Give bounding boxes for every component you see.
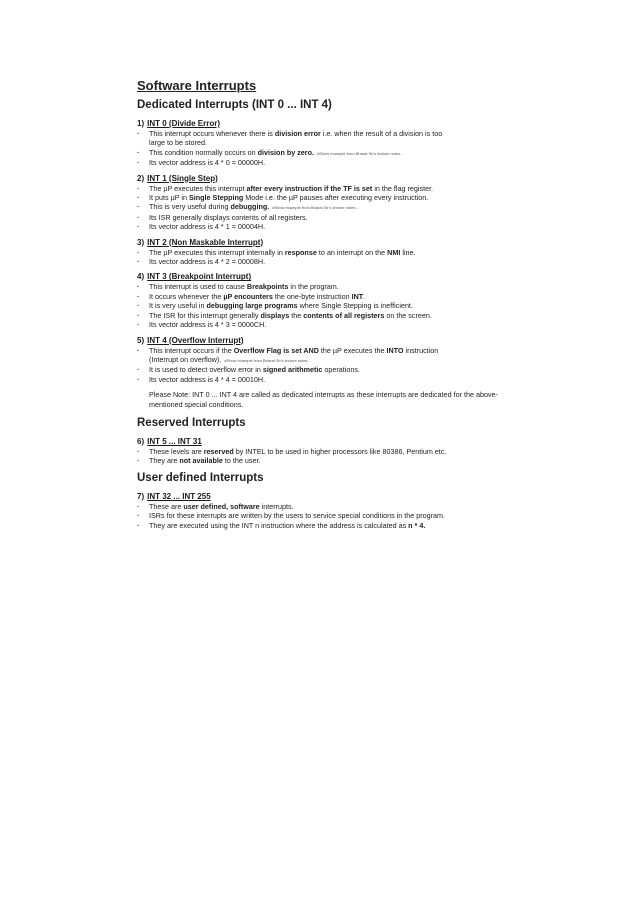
dedicated-heading: Dedicated Interrupts (INT 0 ... INT 4)	[137, 99, 332, 111]
item-name: INT 4 (Overflow Interrupt)	[147, 335, 244, 345]
bullet-continuation: large to be stored.	[149, 138, 207, 148]
bullet: · This condition normally occurs on division by zero. #Show example from Bharat Sir's lecture notes...	[137, 148, 507, 158]
item-number: 5)	[137, 335, 145, 345]
bullet: · They are not available to the user.	[137, 456, 507, 465]
interrupt-item-int0	[137, 119, 507, 168]
bullet: · This interrupt occurs whenever there is division error i.e. when the result of a division is too	[137, 129, 507, 138]
bullet: · The µP executes this interrupt after every instruction if the TF is set in the flag register.	[137, 184, 507, 193]
demo-note: #Show example from Bharat Sir's lecture notes...	[224, 357, 311, 363]
bullet: · Its ISR generally displays contents of all registers.	[137, 213, 507, 222]
bullet: · Its vector address is 4 * 2 = 00008H.	[137, 257, 507, 266]
page-title: Software Interrupts	[137, 78, 257, 93]
bullet-continuation: (Interrupt on overflow). #Show example from Bharat Sir's lecture notes...	[149, 354, 311, 364]
reserved-heading: Reserved Interrupts	[137, 416, 246, 429]
bullet: · The ISR for this interrupt generally displays the contents of all registers on the screen.	[137, 311, 507, 320]
demo-note: #Show example from Bharat Sir's lecture notes...	[272, 205, 359, 211]
bullet: · This interrupt is used to cause Breakpoints in the program.	[137, 282, 507, 291]
item-name: INT 32 ... INT 255	[147, 491, 211, 501]
interrupt-item-user	[137, 492, 507, 530]
demo-note: #Show example from Bharat Sir's lecture notes...	[317, 150, 404, 156]
interrupt-item-int1	[137, 174, 507, 232]
bullet: · It occurs whenever the µP encounters the one-byte instruction INT.	[137, 292, 507, 301]
bullet: · It is used to detect overflow error in signed arithmetic operations.	[137, 365, 507, 374]
bullet: · This interrupt occurs if the Overflow Flag is set AND the µP executes the INTO instruction	[137, 346, 507, 355]
interrupt-item-int2	[137, 238, 507, 267]
bullet: · This is very useful during debugging. #Show example from Bharat Sir's lecture notes...	[137, 202, 507, 212]
bullet: · Its vector address is 4 * 4 = 00010H.	[137, 375, 507, 384]
item-number: 2)	[137, 173, 145, 183]
item-name: INT 0 (Divide Error)	[147, 119, 221, 128]
item-number: 4)	[137, 272, 145, 282]
bullet: · They are executed using the INT n instruction where the address is calculated as n * 4.	[137, 521, 507, 530]
bullet: · These are user defined, software interrupts.	[137, 502, 507, 511]
bullet: · ISRs for these interrupts are written by the users to service special conditions in the program.	[137, 511, 507, 520]
bullet: · These levels are reserved by INTEL to be used in higher processors like 80386, Pentium etc.	[137, 447, 507, 456]
interrupt-item-int4	[137, 336, 507, 385]
item-name: INT 2 (Non Maskable Interrupt)	[147, 237, 264, 247]
user-defined-heading: User defined Interrupts	[137, 471, 264, 484]
item-number: 7)	[137, 491, 145, 501]
bullet: · Its vector address is 4 * 3 = 0000CH.	[137, 320, 507, 329]
item-name: INT 1 (Single Step)	[147, 173, 218, 183]
bullet: · It is very useful in debugging large programs where Single Stepping is inefficient.	[137, 301, 507, 310]
item-number: 1)	[137, 119, 145, 128]
item-number: 3)	[137, 237, 145, 247]
bullet: · Its vector address is 4 * 1 = 00004H.	[137, 222, 507, 231]
bullet: · The µP executes this interrupt internally in response to an interrupt on the NMI line.	[137, 248, 507, 257]
bullet: · Its vector address is 4 * 0 = 00000H.	[137, 158, 507, 167]
item-number: 6)	[137, 436, 145, 446]
item-name: INT 3 (Breakpoint Interrupt)	[147, 272, 252, 282]
interrupt-item-int3	[137, 272, 507, 329]
item-name: INT 5 ... INT 31	[147, 436, 202, 446]
please-note: Please Note: INT 0 ... INT 4 are called as dedicated interrupts as these interrupts are dedicated for the above-mentioned special conditions.	[149, 390, 498, 409]
bullet: · It puts µP in Single Stepping Mode i.e. the µP pauses after executing every instruction.	[137, 193, 507, 202]
interrupt-item-reserved	[137, 437, 507, 466]
document-page	[137, 78, 507, 536]
